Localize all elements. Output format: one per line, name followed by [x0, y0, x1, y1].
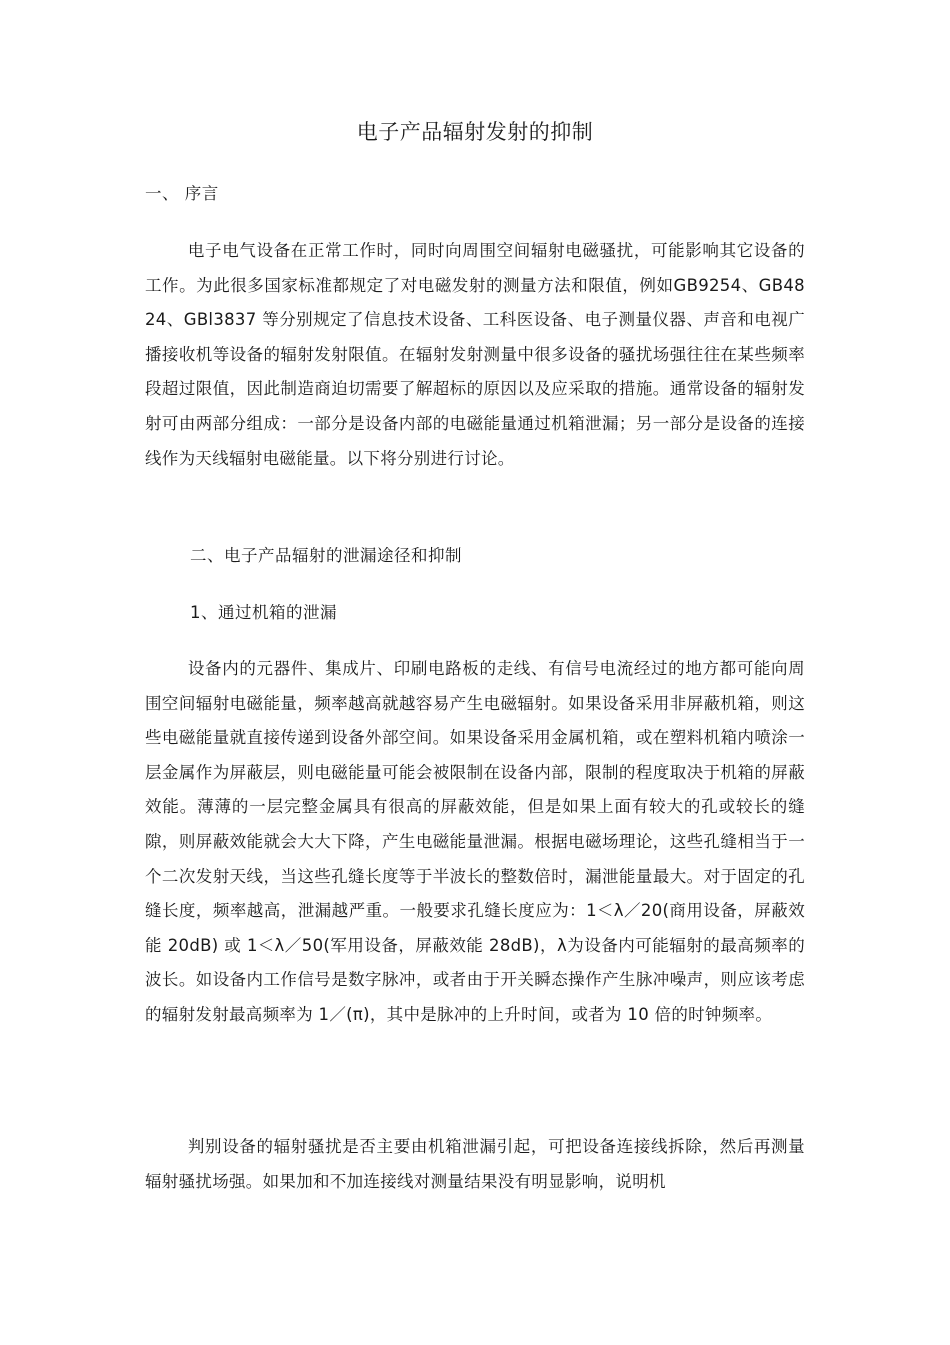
paragraph-chassis-leakage: 设备内的元器件、集成片、印刷电路板的走线、有信号电流经过的地方都可能向周围空间辐射电磁能量，频率越高就越容易产生电磁辐射。如果设备采用非屏蔽机箱，则这些电磁能量就直接传递到设备外部空间。如果设备采用金属机箱，或在塑料机箱内喷涂一层金属作为屏蔽层，则电磁能量可能会被限制在设备内部，限制的程度取决于机箱的屏蔽效能。薄薄的一层完整金属具有很高的屏蔽效能，但是如果上面有较大的孔或较长的缝隙，则屏蔽效能就会大大下降，产生电磁能量泄漏。根据电磁场理论，这些孔缝相当于一个二次发射天线，当这些孔缝长度等于半波长的整数倍时，漏泄能量最大。对于固定的孔缝长度，频率越高，泄漏越严重。一般要求孔缝长度应为：1＜λ／20(商用设备，屏蔽效能 20dB) 或 1＜λ／50(军用设备，屏蔽效能 28dB)，λ为设备内可能辐射的最高频率的波长。如设备内工作信号是数字脉冲，或者由于开关瞬态操作产生脉冲噪声，则应该考虑的辐射发射最高频率为 1／(π)，其中是脉冲的上升时间，或者为 10 倍的时钟频率。: [145, 659, 805, 1024]
document-title: 电子产品辐射发射的抑制: [356, 120, 594, 144]
subsection-heading-chassis: 1、通过机箱的泄漏: [190, 603, 337, 622]
section-heading-leakage: 二、电子产品辐射的泄漏途径和抑制: [190, 546, 462, 565]
section-heading-preface: 一、 序言: [145, 184, 219, 203]
paragraph-diagnosis: 判别设备的辐射骚扰是否主要由机箱泄漏引起，可把设备连接线拆除，然后再测量辐射骚扰场强。如果加和不加连接线对测量结果没有明显影响，说明机: [145, 1137, 805, 1191]
paragraph-preface: 电子电气设备在正常工作时，同时向周围空间辐射电磁骚扰，可能影响其它设备的工作。为此很多国家标准都规定了对电磁发射的测量方法和限值，例如GB9254、GB4824、GBl3837 等分别规定了信息技术设备、工科医设备、电子测量仪器、声音和电视广播接收机等设备的辐射发射限值。在辐射发射测量中很多设备的骚扰场强往往在某些频率段超过限值，因此制造商迫切需要了解超标的原因以及应采取的措施。通常设备的辐射发射可由两部分组成：一部分是设备内部的电磁能量通过机箱泄漏；另一部分是设备的连接线作为天线辐射电磁能量。以下将分别进行讨论。: [145, 241, 805, 468]
